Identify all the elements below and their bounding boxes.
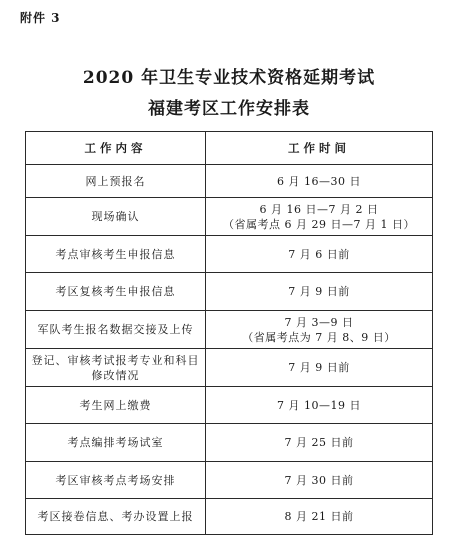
work-content-cell: 考点编排考场试室 <box>26 424 206 462</box>
table-row <box>26 165 433 198</box>
work-content-cell: 考区审核考点考场安排 <box>26 462 206 499</box>
work-time-cell: 7 月 9 日前 <box>206 273 433 311</box>
work-content-cell: 网上预报名 <box>26 165 206 198</box>
work-content-cell: 考生网上缴费 <box>26 387 206 424</box>
work-time-note: （省属考点 6 月 29 日—7 月 1 日） <box>223 217 415 231</box>
work-content-cell: 考区接卷信息、考办设置上报 <box>26 499 206 535</box>
work-time-cell: 6 月 16—30 日 <box>206 165 433 198</box>
work-time-cell: 7 月 30 日前 <box>206 462 433 499</box>
document-title: 2020 年卫生专业技术资格延期考试 <box>82 68 376 88</box>
work-content-cell: 登记、审核考试报考专业和科目修改情况 <box>26 349 206 387</box>
header-work-content: 工作内容 <box>26 132 206 165</box>
table-row <box>26 387 433 424</box>
table-row <box>26 273 433 311</box>
work-time-main: 7 月 3—9 日 <box>284 315 354 329</box>
table-row <box>26 462 433 499</box>
table-row <box>26 349 433 387</box>
work-time-note: （省属考点为 7 月 8、9 日） <box>242 330 396 344</box>
table-row <box>26 236 433 273</box>
attachment-label: 附件 3 <box>20 11 61 25</box>
work-time-cell <box>206 198 433 236</box>
table-row <box>26 311 433 349</box>
work-content-cell: 现场确认 <box>26 198 206 236</box>
work-time-cell: 7 月 10—19 日 <box>206 387 433 424</box>
work-time-cell: 7 月 25 日前 <box>206 424 433 462</box>
work-content-cell: 考区复核考生申报信息 <box>26 273 206 311</box>
work-time-cell: 7 月 6 日前 <box>206 236 433 273</box>
work-time-main: 6 月 16 日—7 月 2 日 <box>259 202 379 216</box>
schedule-table <box>25 131 433 535</box>
work-time-cell: 8 月 21 日前 <box>206 499 433 535</box>
table-header-row <box>26 132 433 165</box>
work-content-cell: 军队考生报名数据交接及上传 <box>26 311 206 349</box>
table-row <box>26 424 433 462</box>
work-content-cell: 考点审核考生申报信息 <box>26 236 206 273</box>
work-time-cell: 7 月 9 日前 <box>206 349 433 387</box>
table-row <box>26 499 433 535</box>
table-row <box>26 198 433 236</box>
header-work-time: 工作时间 <box>206 132 433 165</box>
work-time-cell <box>206 311 433 349</box>
document-subtitle: 福建考区工作安排表 <box>148 99 310 119</box>
